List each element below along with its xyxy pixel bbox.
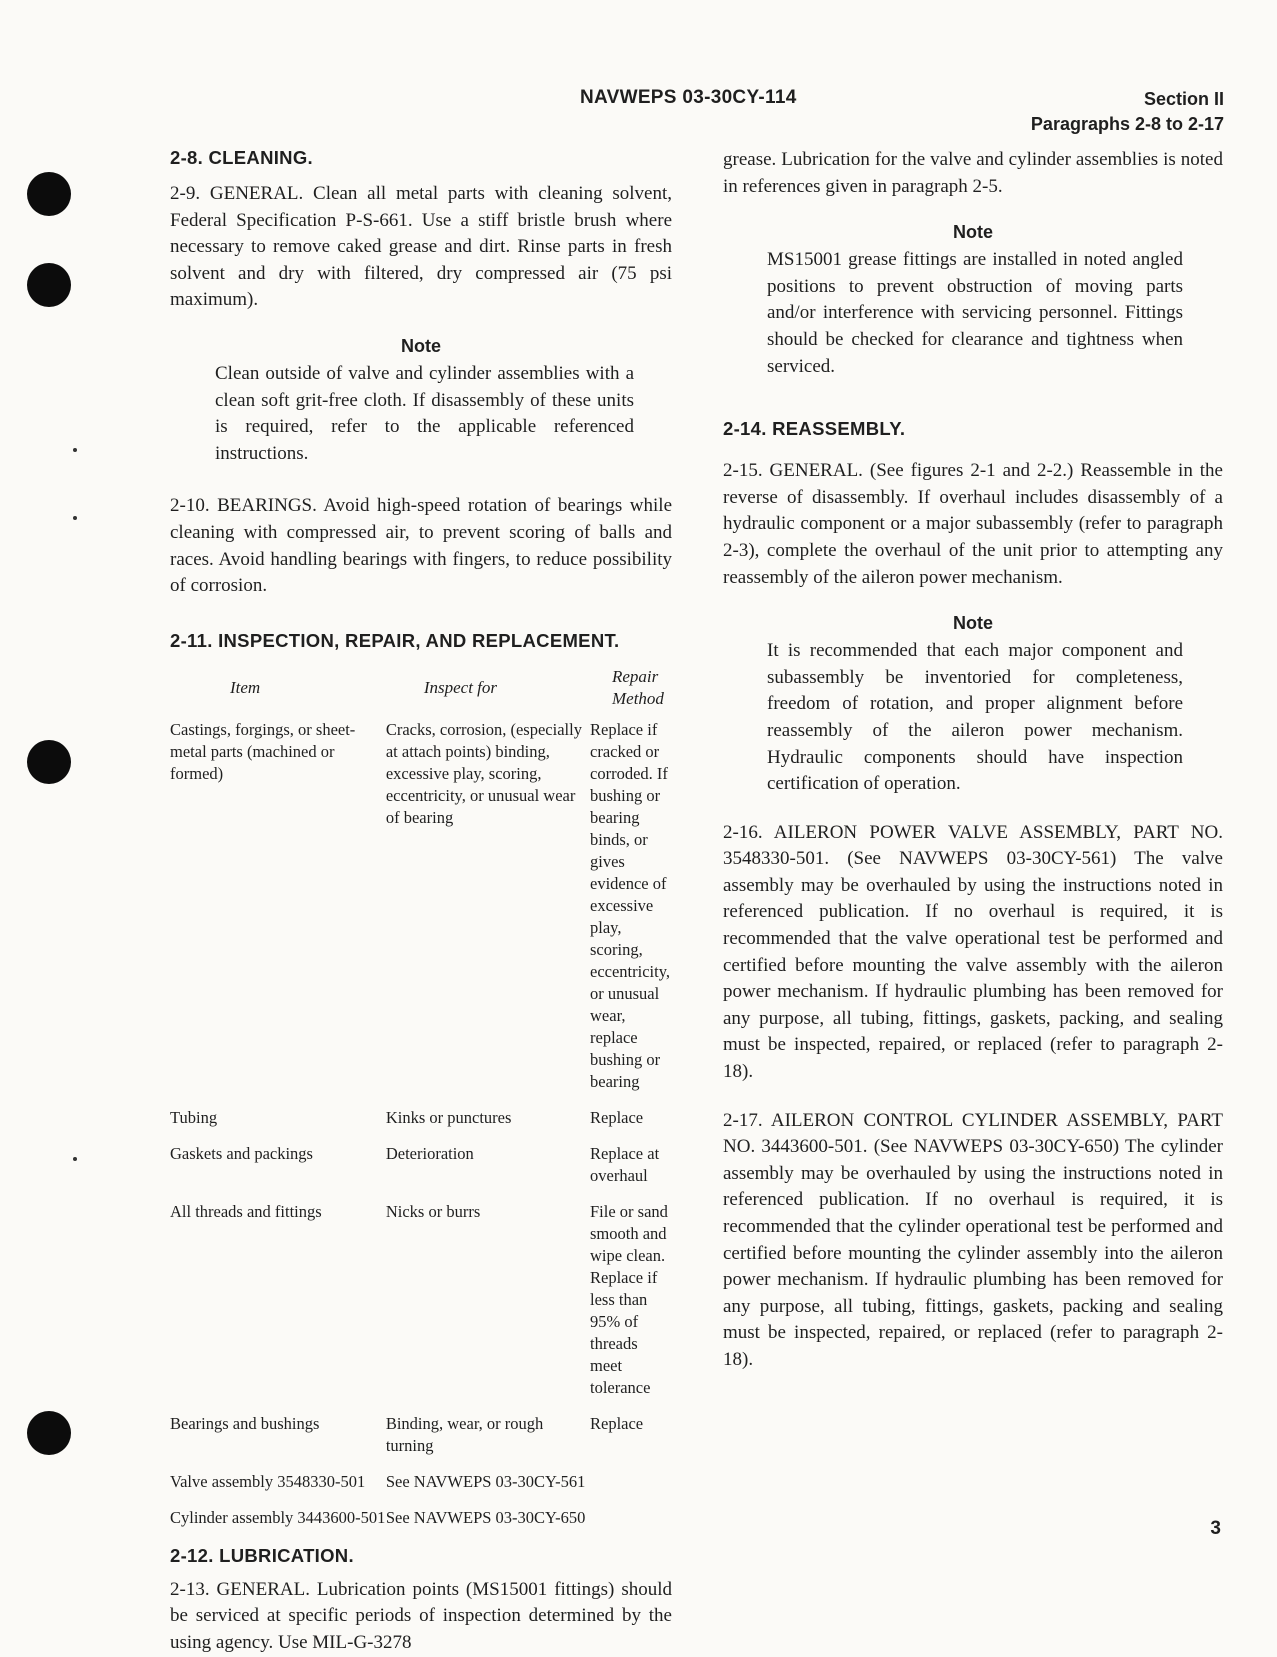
table-cell: Cylinder assembly 3443600-501 bbox=[170, 1507, 386, 1527]
table-header-row bbox=[170, 666, 670, 719]
table-cell: Replace if cracked or corroded. If bushing or bearing binds, or gives evidence of excessive play, scoring, eccentricity, or unusual wear, replace bushing or bearing bbox=[590, 719, 671, 1091]
note-title: Note bbox=[953, 222, 993, 243]
paragraph-2-16: 2-16. AILERON POWER VALVE ASSEMBLY, PART NO. 3548330-501. (See NAVWEPS 03-30CY-561) The valve assembly may be overhauled by using the instructions noted in referenced publication. If no overhaul is required, it is recommended that the valve operational test be performed and certified before mounting the valve assembly with the aileron power mechanism. If hydraulic plumbing has been removed for any purpose, all tubing, fittings, gaskets, packing, and sealing must be inspected, repaired, or replaced (refer to paragraph 2-18). bbox=[723, 821, 1223, 1083]
note-body: It is recommended that each major component and subassembly be inventoried for completeness, freedom of rotation, and proper alignment before reassembly of the aileron power mechanism. Hydraulic components should have inspection certification of operation. bbox=[767, 640, 1183, 795]
table-cell: Castings, forgings, or sheet-metal parts (machined or formed) bbox=[170, 719, 356, 783]
section-header bbox=[1031, 87, 1224, 137]
right-column bbox=[723, 147, 1223, 1374]
table-row bbox=[170, 1413, 670, 1471]
column-header-repair-method: Repair Method bbox=[612, 666, 664, 708]
paragraph-2-17: 2-17. AILERON CONTROL CYLINDER ASSEMBLY, PART NO. 3443600-501. (See NAVWEPS 03-30CY-650) The cylinder assembly may be overhauled by using the instructions noted in referenced publication. If no overhaul is required, it is recommended that the cylinder operational test be performed and certified before mounting the cylinder assembly into the aileron power mechanism. If hydraulic plumbing has been removed for any purpose, all tubing, fittings, gaskets, packing and sealing must be inspected, repaired, or replaced (refer to paragraph 2-18). bbox=[723, 1109, 1223, 1370]
left-column bbox=[170, 147, 672, 1657]
section-title-lubrication: 2-12. LUBRICATION. bbox=[170, 1544, 354, 1566]
document-number: NAVWEPS 03-30CY-114 bbox=[580, 87, 797, 108]
paragraph-2-13-continued: grease. Lubrication for the valve and cylinder assemblies is noted in references given in paragraph 2-5. bbox=[723, 149, 1223, 197]
paragraph-range: Paragraphs 2-8 to 2-17 bbox=[1030, 114, 1224, 134]
table-row bbox=[170, 1471, 670, 1507]
table-row bbox=[170, 1107, 670, 1143]
table-row bbox=[170, 1143, 670, 1201]
table-cell: Binding, wear, or rough turning bbox=[385, 1413, 544, 1455]
table-cell: Cracks, corrosion, (especially at attach points) binding, excessive play, scoring, eccentricity, or unusual wear of bearing bbox=[385, 719, 582, 827]
paragraph-2-10: 2-10. BEARINGS. Avoid high-speed rotation of bearings while cleaning with compressed air, to prevent scoring of balls and races. Avoid handling bearings with fingers, to reduce possibility of corrosion. bbox=[170, 495, 672, 597]
table-cell: Deterioration bbox=[385, 1143, 474, 1163]
table-cell: See NAVWEPS 03-30CY-561 bbox=[385, 1471, 586, 1491]
punch-mark bbox=[73, 1157, 77, 1161]
table-cell: Replace at overhaul bbox=[590, 1143, 660, 1185]
punch-mark bbox=[73, 448, 77, 452]
section-title-cleaning: 2-8. CLEANING. bbox=[170, 147, 313, 168]
table-cell: File or sand smooth and wipe clean. Replace if less than 95% of threads meet tolerance bbox=[590, 1201, 668, 1397]
column-header-item: Item bbox=[230, 677, 261, 697]
binder-hole bbox=[27, 263, 71, 307]
section-title-reassembly: 2-14. REASSEMBLY. bbox=[723, 418, 906, 440]
table-cell: Replace bbox=[590, 1107, 644, 1127]
table-row bbox=[170, 1507, 670, 1543]
section-label: Section II bbox=[1143, 89, 1224, 109]
binder-hole bbox=[27, 1411, 71, 1455]
table-cell: Replace bbox=[590, 1413, 644, 1433]
table-row bbox=[170, 719, 670, 1107]
column-header-inspect-for: Inspect for bbox=[423, 677, 498, 697]
table-row bbox=[170, 1201, 670, 1413]
table-cell bbox=[590, 1507, 670, 1543]
table-cell: Bearings and bushings bbox=[170, 1413, 320, 1433]
note-title: Note bbox=[953, 613, 993, 634]
table-cell: Tubing bbox=[170, 1107, 218, 1127]
note-body: Clean outside of valve and cylinder assemblies with a clean soft grit-free cloth. If disassembly of these units is required, refer to the applicable referenced instructions. bbox=[215, 362, 634, 464]
inspection-table bbox=[170, 666, 670, 1543]
table-cell: Valve assembly 3548330-501 bbox=[170, 1471, 366, 1491]
note-title: Note bbox=[401, 335, 441, 356]
table-cell: Kinks or punctures bbox=[385, 1107, 512, 1127]
punch-mark bbox=[73, 516, 77, 520]
binder-hole bbox=[27, 172, 71, 216]
table-cell: See NAVWEPS 03-30CY-650 bbox=[385, 1507, 586, 1527]
table-cell: Gaskets and packings bbox=[170, 1143, 313, 1163]
paragraph-2-9: 2-9. GENERAL. Clean all metal parts with cleaning solvent, Federal Specification P-S-661. Use a stiff bristle brush where necessary to remove caked grease and dirt. Rinse parts in fresh solvent and dry with filtered, dry compressed air (75 psi maximum). bbox=[170, 183, 672, 311]
table-cell bbox=[590, 1471, 670, 1507]
table-cell: Nicks or burrs bbox=[385, 1201, 481, 1221]
paragraph-2-13: 2-13. GENERAL. Lubrication points (MS15001 fittings) should be serviced at specific periods of inspection determined by the using agency. Use MIL-G-3278 bbox=[170, 1578, 672, 1653]
table-cell: All threads and fittings bbox=[170, 1201, 322, 1221]
section-title-inspection: 2-11. INSPECTION, REPAIR, AND REPLACEMENT. bbox=[170, 629, 620, 651]
paragraph-2-15: 2-15. GENERAL. (See figures 2-1 and 2-2.) Reassemble in the reverse of disassembly. If overhaul includes disassembly of a hydraulic component or a major subassembly (refer to paragraph 2-3), complete the overhaul of the unit prior to attempting any reassembly of the aileron power mechanism. bbox=[723, 460, 1223, 588]
binder-hole bbox=[27, 740, 71, 784]
note-body: MS15001 grease fittings are installed in noted angled positions to prevent obstruction of moving parts and/or interference with servicing personnel. Fittings should be checked for clearance and tightness when serviced. bbox=[767, 249, 1183, 377]
page-number: 3 bbox=[1210, 1518, 1221, 1539]
